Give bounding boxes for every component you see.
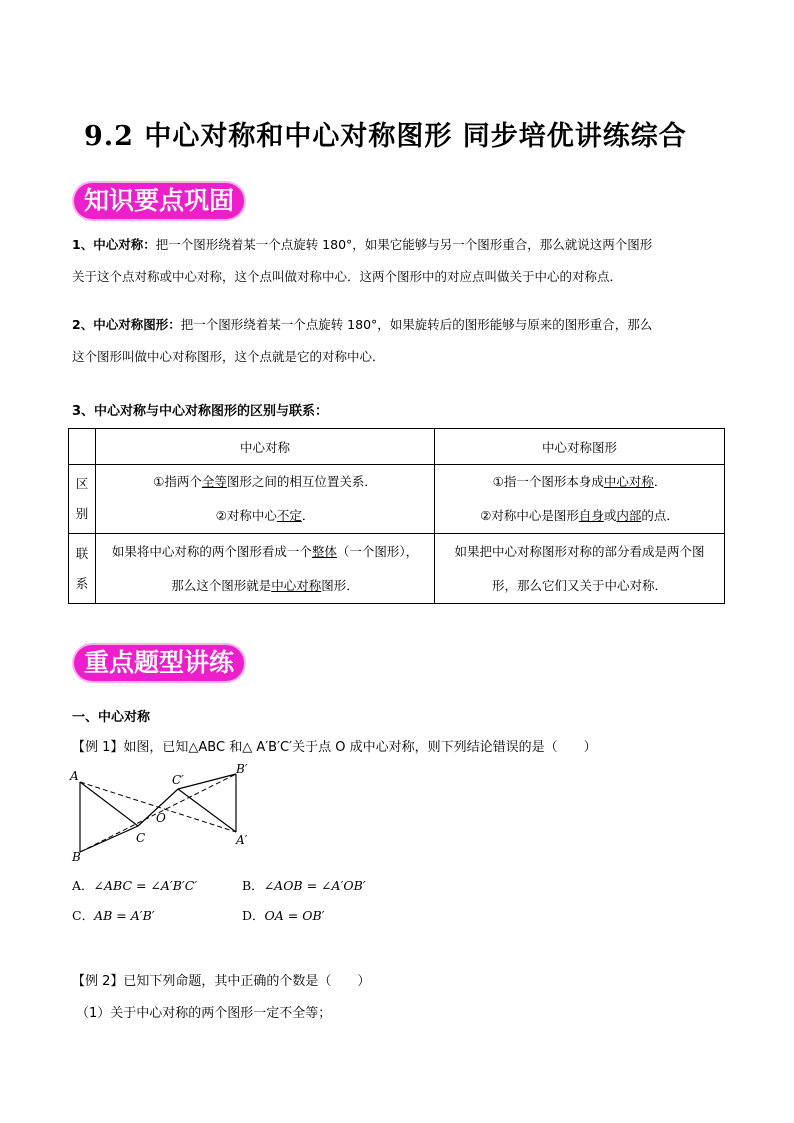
example-2-item-1: （1）关于中心对称的两个图形一定不全等； — [76, 1006, 332, 1021]
point-1 — [72, 229, 732, 293]
table-cell: ①指一个图形本身成中心对称． ②对称中心是图形自身或内部的点． — [435, 465, 725, 534]
row-label-difference: 区 别 — [69, 465, 96, 534]
option-c[interactable]: C．AB = A′B′ — [72, 908, 155, 923]
point-2 — [72, 309, 732, 373]
table-cell: ①指两个全等图形之间的相互位置关系． ②对称中心不定． — [96, 465, 435, 534]
label-c: C — [136, 831, 146, 845]
symmetry-figure — [64, 762, 264, 864]
section-heading: 一、中心对称 — [72, 710, 151, 725]
label-a: A — [70, 769, 79, 783]
table-header-col2: 中心对称图形 — [435, 429, 725, 465]
option-b[interactable]: B．∠AOB = ∠A′OB′ — [242, 878, 366, 893]
row-label-relation: 联 系 — [69, 534, 96, 604]
point-text: 把一个图形绕着某一个点旋转 180°，如果旋转后的图形能够与原来的图形重合，那么 — [180, 317, 653, 332]
label-o: O — [156, 811, 166, 825]
section-badge-practice: 重点题型讲练 — [74, 645, 244, 681]
page-title: 9.2 中心对称和中心对称图形 同步培优讲练综合 — [84, 121, 687, 152]
point-text: 把一个图形绕着某一个点旋转 180°，如果它能够与另一个图形重合，那么就说这两个图形 — [155, 237, 653, 252]
comparison-table — [68, 428, 725, 604]
option-d[interactable]: D．OA = OB′ — [242, 908, 325, 923]
point-text: 关于这个点对称或中心对称，这个点叫做对称中心．这两个图形中的对应点叫做关于中心的对称点． — [72, 269, 623, 284]
segment-ac — [80, 782, 138, 826]
section-badge-knowledge: 知识要点巩固 — [74, 183, 244, 219]
table-heading: 3、中心对称与中心对称图形的区别与联系： — [72, 404, 329, 419]
label-b-prime: B′ — [236, 762, 248, 776]
segment-b2c2 — [178, 774, 236, 789]
label-a-prime: A′ — [236, 833, 248, 847]
example-2-question: 【例 2】已知下列命题，其中正确的个数是（ ） — [72, 974, 371, 989]
table-header-col1: 中心对称 — [96, 429, 435, 465]
label-b: B — [72, 850, 81, 864]
label-c-prime: C′ — [172, 773, 184, 787]
table-cell: 如果把中心对称图形对称的部分看成是两个图 形，那么它们又关于中心对称． — [435, 534, 725, 604]
example-1-question: 【例 1】如图，已知△ABC 和△ A′B′C′关于点 O 成中心对称，则下列结论错误的是（ ） — [72, 740, 597, 755]
point-label: 2、中心对称图形： — [72, 317, 181, 332]
segment-a2c2 — [178, 789, 236, 832]
table-cell: 如果将中心对称的两个图形看成一个整体（一个图形）， 那么这个图形就是中心对称图形． — [96, 534, 435, 604]
option-a[interactable]: A．∠ABC = ∠A′B′C′ — [72, 878, 198, 893]
point-label: 1、中心对称： — [72, 237, 156, 252]
point-text: 这个图形叫做中心对称图形，这个点就是它的对称中心． — [72, 349, 385, 364]
